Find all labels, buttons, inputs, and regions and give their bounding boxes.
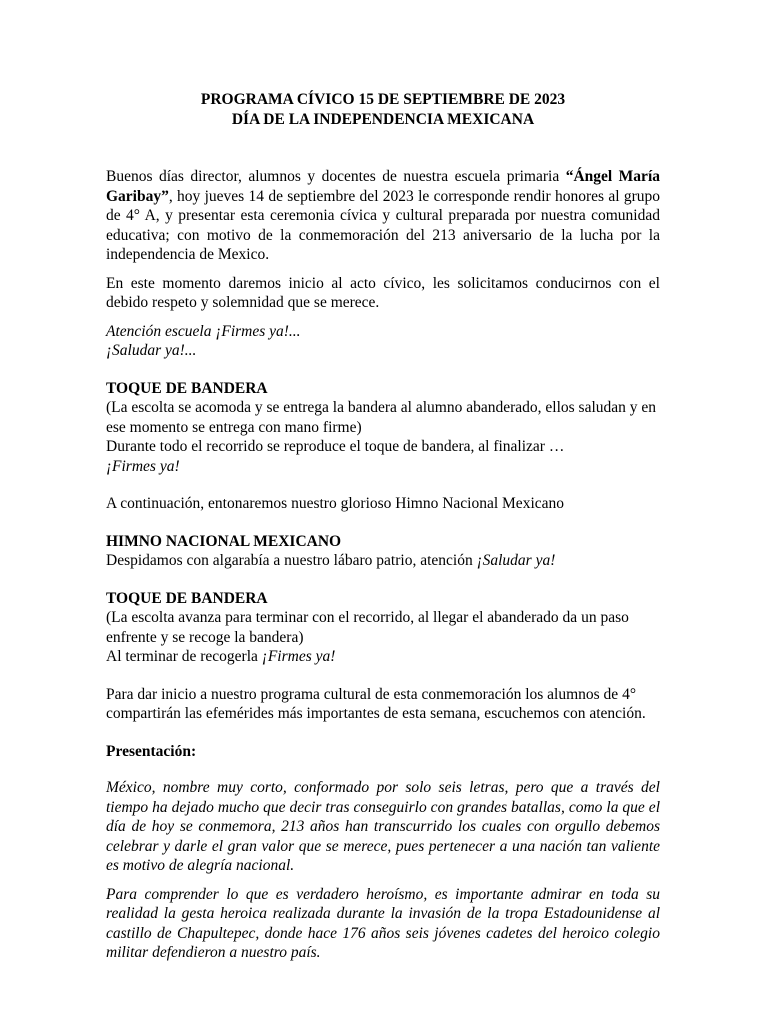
flag-salute-2-line-3: Al terminar de recogerla bbox=[106, 648, 262, 665]
presentation-paragraph-1: México, nombre muy corto, conformado por solo seis letras, pero que a través del tiempo ha dejado mucho que decir tras conseguirlo con grandes batallas, como la que el día de hoy se conmemora, 213 años han transcurrido los cuales con orgullo debemos celebrar y darle el gran valor que se merece, pues pertenecer a una nación tan valiente es motivo de alegría nacional. bbox=[106, 779, 660, 874]
presentation-paragraph-2: Para comprender lo que es verdadero heroísmo, es importante admirar en toda su realidad la gesta heroica realizada durante la invasión de la tropa Estadounidense al castillo de Chapultepec, donde hace 176 años seis jóvenes cadetes del heroico colegio militar defendieron a nuestro país. bbox=[106, 885, 660, 961]
flag-salute-2-line-1: (La escolta avanza para terminar con el recorrido, al llegar el abanderado da un paso bbox=[106, 609, 629, 626]
flag-salute-heading-1: TOQUE DE BANDERA bbox=[106, 379, 268, 397]
flag-salute-1-command: ¡Firmes ya! bbox=[106, 457, 180, 475]
cultural-intro-line-2: compartirán las efemérides más importantes de esta semana, escuchemos con atención. bbox=[106, 705, 646, 722]
opening-paragraph: En este momento daremos inicio al acto cívico, les solicitamos conducirnos con el debido respeto y solemnidad que se merece. bbox=[106, 274, 660, 311]
title-line-2: DÍA DE LA INDEPENDENCIA MEXICANA bbox=[231, 111, 535, 128]
flag-salute-2-line-2: enfrente y se recoge la bandera) bbox=[106, 628, 304, 646]
flag-salute-section-2 bbox=[106, 589, 660, 667]
title-line-1: PROGRAMA CÍVICO 15 DE SEPTIEMBRE DE 2023 bbox=[200, 91, 566, 108]
flag-salute-2-line-3-wrap bbox=[106, 647, 660, 667]
flag-salute-1-line-2: ese momento se entrega con mano firme) bbox=[106, 418, 362, 436]
document-title bbox=[106, 90, 660, 130]
commands-block bbox=[106, 322, 660, 361]
anthem-section bbox=[106, 532, 660, 571]
command-saludar: ¡Saludar ya!... bbox=[106, 342, 197, 359]
cultural-intro-line-1: Para dar inicio a nuestro programa cultural de esta conmemoración los alumnos de 4° bbox=[106, 685, 637, 703]
anthem-text: Despidamos con algarabía a nuestro lábaro patrio, atención bbox=[106, 552, 477, 569]
presentation-heading: Presentación: bbox=[106, 742, 197, 760]
intro-paragraph bbox=[106, 167, 660, 265]
cultural-intro bbox=[106, 685, 660, 724]
intro-text-end: , hoy jueves 14 de septiembre del 2023 le corresponde rendir honores al grupo de 4° A, y presentar esta ceremonia cívica y cultural preparada por nuestra comunidad educativa; con motivo de la conmemoración del 213 aniversario de la lucha por la independencia de Mexico. bbox=[106, 187, 660, 263]
anthem-heading: HIMNO NACIONAL MEXICANO bbox=[106, 532, 342, 550]
anthem-command: ¡Saludar ya! bbox=[476, 552, 556, 569]
flag-salute-2-command: ¡Firmes ya! bbox=[261, 648, 336, 665]
intro-text-start: Buenos días director, alumnos y docentes de nuestra escuela primaria bbox=[106, 168, 566, 185]
flag-salute-1-line-1: (La escolta se acomoda y se entrega la bandera al alumno abanderado, ellos saludan y en bbox=[106, 399, 657, 416]
school-name: “Ángel María Garibay” bbox=[106, 168, 660, 205]
flag-salute-1-line-3: Durante todo el recorrido se reproduce el toque de bandera, al finalizar … bbox=[106, 438, 565, 455]
anthem-line bbox=[106, 551, 660, 571]
flag-salute-section-1 bbox=[106, 379, 660, 477]
command-firmes: Atención escuela ¡Firmes ya!... bbox=[106, 322, 301, 340]
anthem-intro: A continuación, entonaremos nuestro glorioso Himno Nacional Mexicano bbox=[106, 495, 565, 512]
flag-salute-heading-2: TOQUE DE BANDERA bbox=[106, 589, 268, 607]
document-page bbox=[106, 90, 660, 963]
